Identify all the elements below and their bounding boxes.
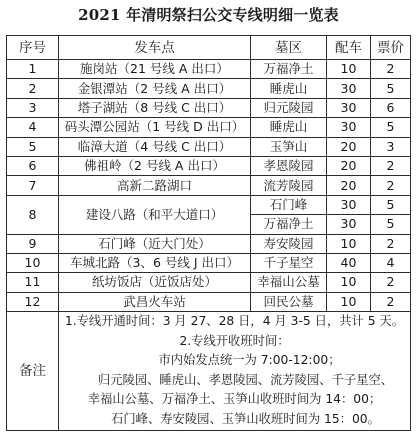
row-cemetery: 孝恩陵园	[251, 156, 327, 175]
row-no: 7	[7, 176, 59, 195]
row-station: 高新二路湖口	[59, 176, 251, 195]
row-no: 10	[7, 253, 59, 272]
row-cemetery: 千子星空	[251, 253, 327, 272]
row-cemetery: 归元陵园	[251, 98, 327, 117]
note-line-1: 1.专线开通时间：3 月 27、28 日，4 月 3-5 日，共计 5 天。	[64, 314, 405, 329]
row-fare: 5	[371, 215, 411, 234]
row-no: 6	[7, 156, 59, 175]
row-fare: 5	[371, 195, 411, 214]
note-line-6: 石门峰、寿安陵园、玉笋山收班时间为 15：00。	[111, 412, 380, 427]
row-buses: 30	[327, 195, 371, 214]
header-no: 序号	[7, 36, 59, 60]
note-line-2: 2.专线开收班时间：	[179, 333, 290, 348]
table-row	[7, 176, 411, 195]
table-row	[7, 292, 411, 311]
row-fare: 2	[371, 273, 411, 292]
table-row	[7, 234, 411, 253]
row-cemetery: 睡虎山	[251, 79, 327, 98]
row-cemetery: 玉笋山	[251, 137, 327, 156]
row-buses: 20	[327, 137, 371, 156]
row-cemetery: 万福净土	[251, 60, 327, 79]
row-no: 3	[7, 98, 59, 117]
row-station: 石门峰（近大门处）	[59, 234, 251, 253]
row-station: 车城北路（3、6 号线 J 出口）	[59, 253, 251, 272]
row-no: 1	[7, 60, 59, 79]
table-row	[7, 79, 411, 98]
row-cemetery: 万福净土	[251, 215, 327, 234]
notes-row	[7, 312, 411, 431]
row-no: 4	[7, 118, 59, 137]
row-buses: 30	[327, 118, 371, 137]
row-buses: 20	[327, 176, 371, 195]
header-buses: 配车	[327, 36, 371, 60]
table-row	[7, 137, 411, 156]
header-fare: 票价	[371, 36, 411, 60]
note-line-5: 幸福山公墓、万福净土、玉笋山收班时间为 14：00；	[87, 392, 382, 407]
row-station: 建设八路（和平大道口）	[59, 195, 251, 234]
row-fare: 2	[371, 156, 411, 175]
row-buses: 10	[327, 292, 371, 311]
row-buses: 10	[327, 60, 371, 79]
note-line-3: 市内始发点统一为 7:00-12:00；	[158, 353, 341, 368]
row-fare: 5	[371, 118, 411, 137]
row-fare: 2	[371, 176, 411, 195]
row-fare: 6	[371, 98, 411, 117]
table-header-row	[7, 36, 411, 60]
row-buses: 30	[327, 98, 371, 117]
row-buses: 10	[327, 273, 371, 292]
row-buses: 30	[327, 79, 371, 98]
row-cemetery: 石门峰	[251, 195, 327, 214]
row-fare: 2	[371, 234, 411, 253]
row-station: 纸坊饭店（近饭店处）	[59, 273, 251, 292]
row-no: 12	[7, 292, 59, 311]
header-cemetery: 墓区	[251, 36, 327, 60]
table-row	[7, 273, 411, 292]
row-station: 金银潭站（2 号线 A 出口）	[59, 79, 251, 98]
row-cemetery: 回民公墓	[251, 292, 327, 311]
row-fare: 4	[371, 253, 411, 272]
row-fare: 2	[371, 292, 411, 311]
row-buses: 40	[327, 253, 371, 272]
note-line-4: 归元陵园、睡虎山、孝恩陵园、流芳陵园、千子星空、	[97, 372, 394, 387]
row-station: 临漳大道（4 号线 C 出口）	[59, 137, 251, 156]
table-row	[7, 156, 411, 175]
row-no: 2	[7, 79, 59, 98]
row-buses: 20	[327, 156, 371, 175]
notes-content	[59, 312, 411, 431]
row-station: 佛祖岭（2 号线 A 出口）	[59, 156, 251, 175]
table-row	[7, 253, 411, 272]
table-row	[7, 118, 411, 137]
row-station: 施岗站（21 号线 A 出口）	[59, 60, 251, 79]
row-station: 武昌火车站	[59, 292, 251, 311]
row-fare: 2	[371, 60, 411, 79]
row-cemetery: 幸福山公墓	[251, 273, 327, 292]
notes-label: 备注	[7, 312, 59, 431]
table-row	[7, 195, 411, 214]
row-buses: 10	[327, 234, 371, 253]
table-row	[7, 98, 411, 117]
row-station: 塔子湖站（8 号线 C 出口）	[59, 98, 251, 117]
row-no: 11	[7, 273, 59, 292]
row-no: 5	[7, 137, 59, 156]
row-fare: 5	[371, 79, 411, 98]
row-cemetery: 睡虎山	[251, 118, 327, 137]
header-station: 发车点	[59, 36, 251, 60]
row-no: 8	[7, 195, 59, 234]
row-no: 9	[7, 234, 59, 253]
bus-route-table	[6, 35, 411, 431]
row-cemetery: 寿安陵园	[251, 234, 327, 253]
page-title: 2021 年清明祭扫公交专线明细一览表	[78, 6, 339, 24]
row-fare: 3	[371, 137, 411, 156]
row-cemetery: 流芳陵园	[251, 176, 327, 195]
row-station: 码头潭公园站（1 号线 D 出口）	[59, 118, 251, 137]
table-row	[7, 60, 411, 79]
row-buses: 30	[327, 215, 371, 234]
